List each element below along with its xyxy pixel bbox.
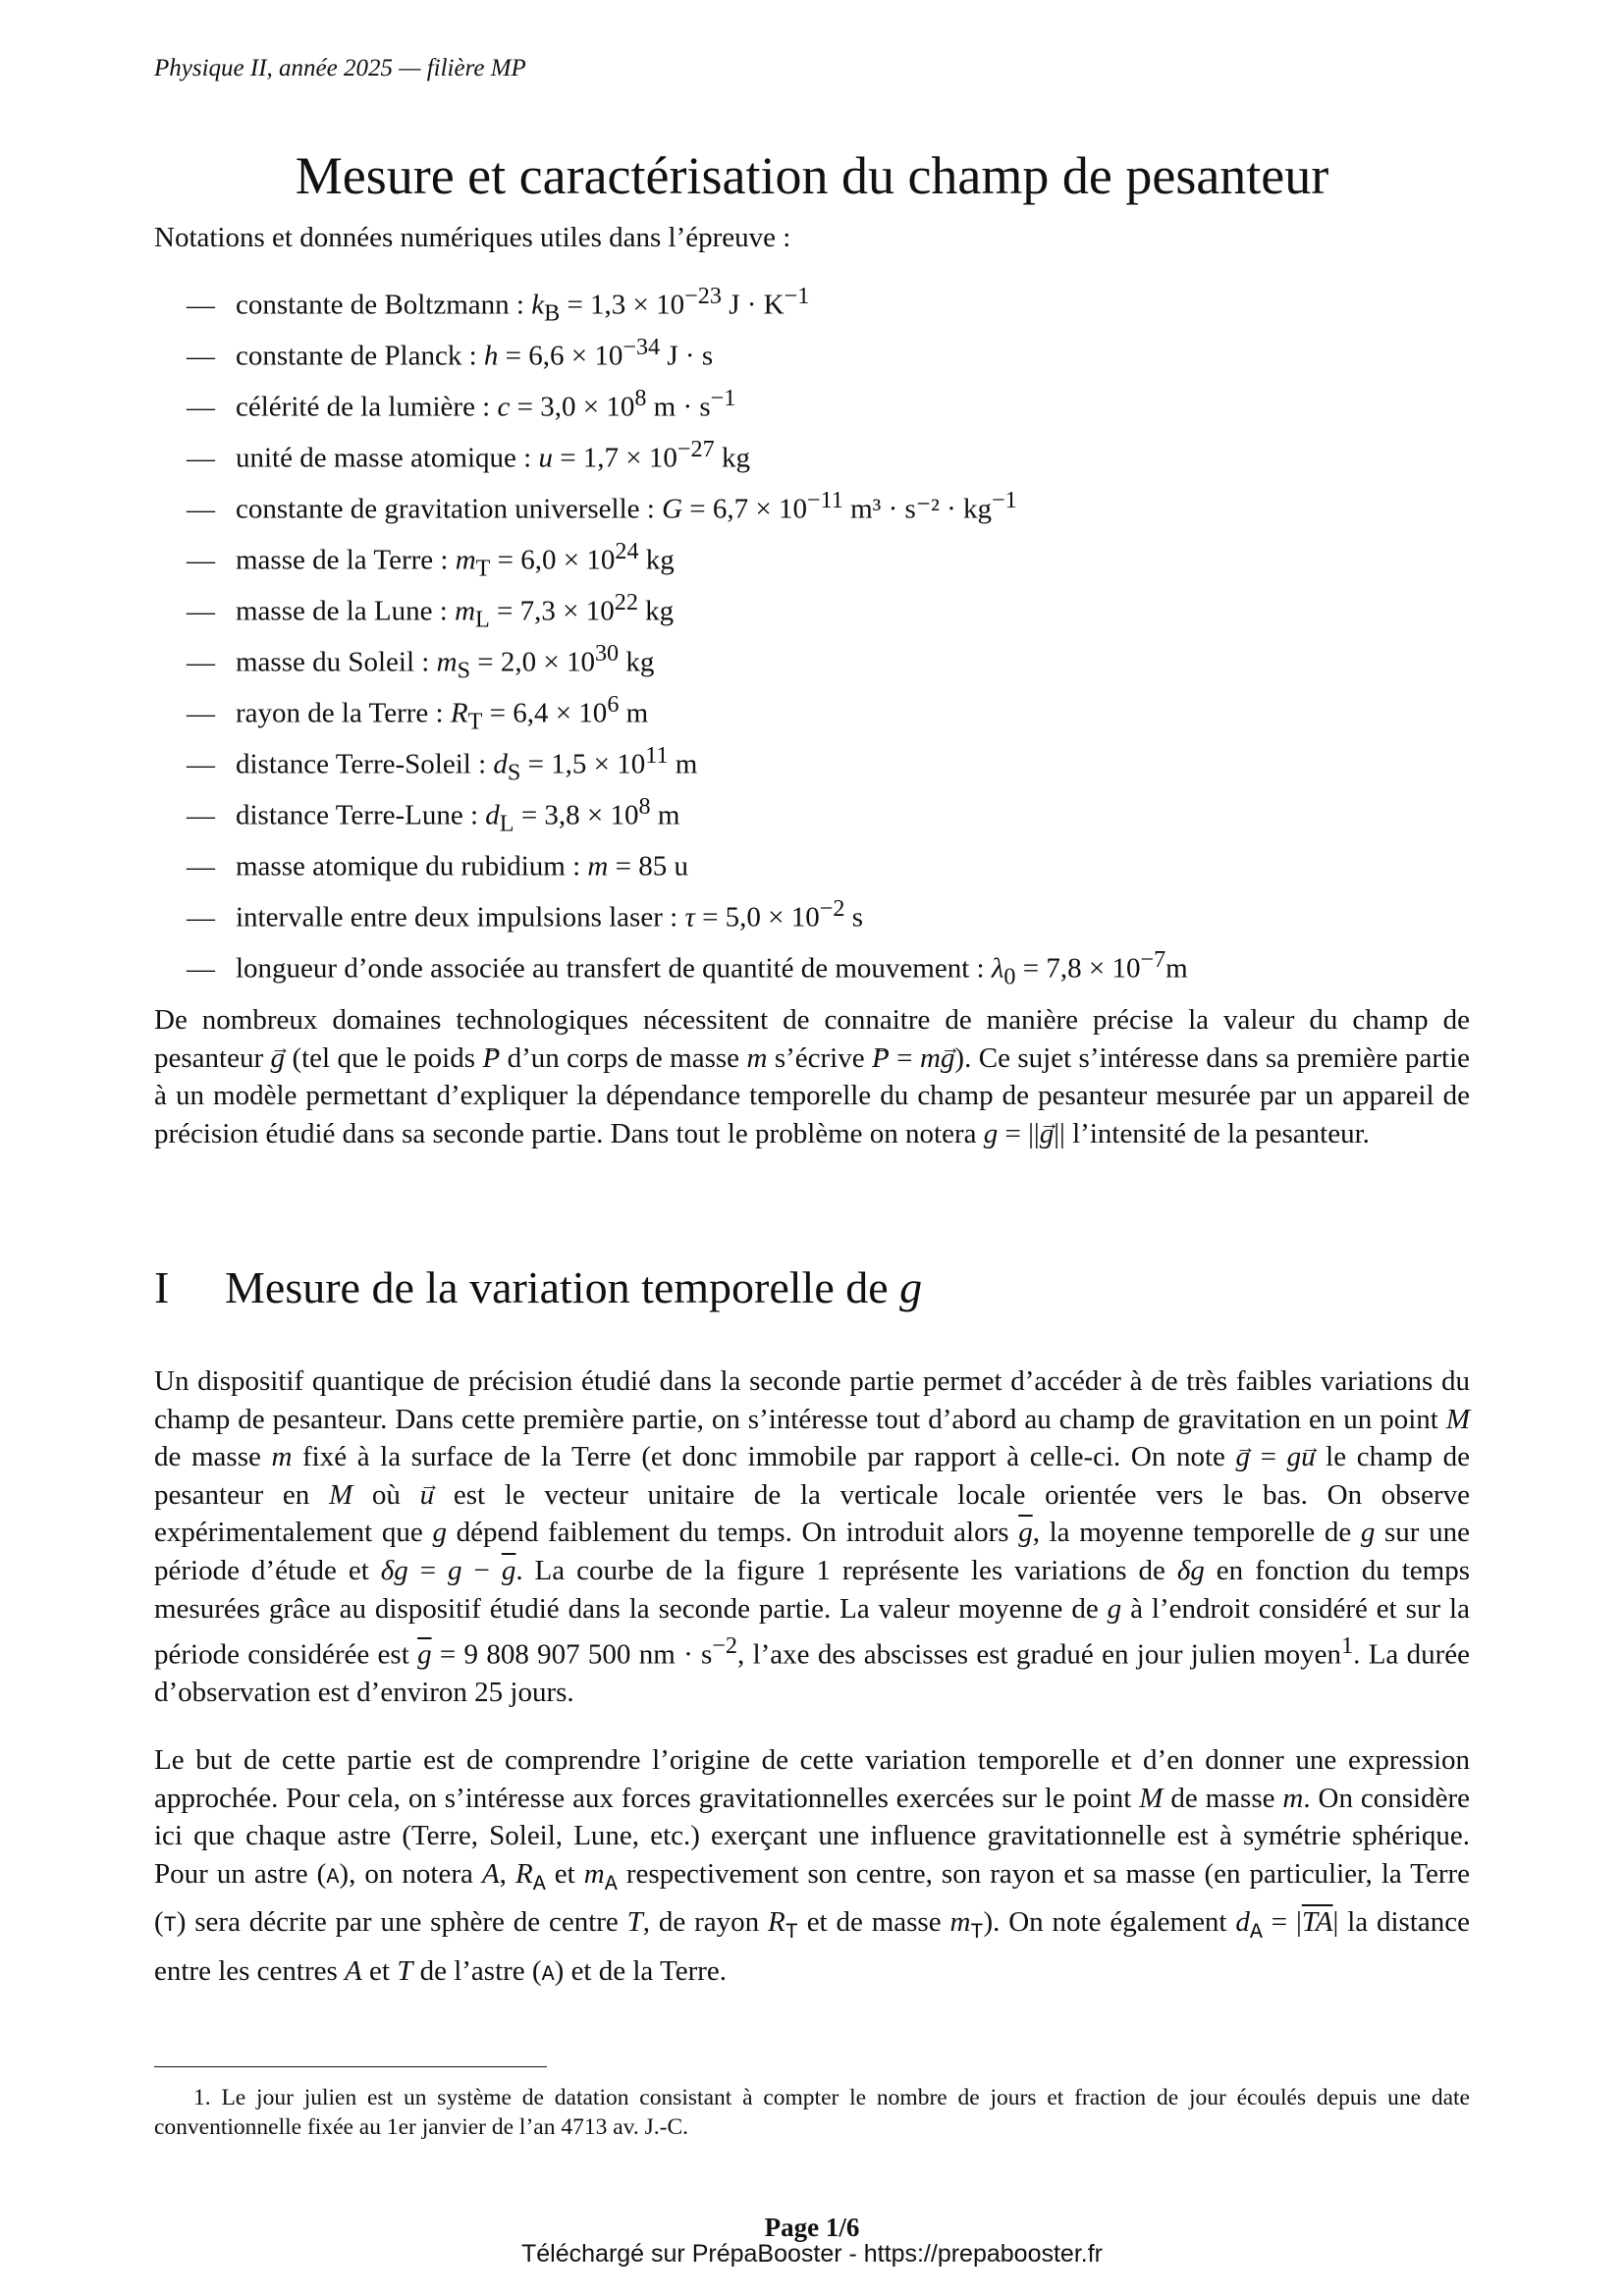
list-dash: — <box>187 697 215 729</box>
list-dash: — <box>187 493 215 525</box>
list-dash: — <box>187 442 215 474</box>
section-paragraph-1: Un dispositif quantique de précision étudié dans la seconde partie permet d’accéder à de très faibles variations du champ de pesanteur. Dans cette première partie, on s’intéresse tout d’abord au champ de gravitation en un point M de masse m fixé à la surface de la Terre (et donc immobile par rapport à celle-ci. On note → g = g→ u le champ de pesanteur en M où → u est le vecteur unitaire de la verticale locale orientée vers le bas. On observe expérimentalement que g dépend faiblement du temps. On introduit alors $\overline{g}$, la moyenne temporelle de g sur une période d’étude et $\delta g = g - \overline{g}$. La courbe de la figure 1 représente les variations de δg en fonction du temps mesurées grâce au dispositif étudié dans la seconde partie. La valeur moyenne de g à l’endroit considéré et sur la période considérée est $\overline{g} = 9$ 808 907 500 nm · $s^{-2}$, l’axe des abscisses est gradué en jour julien moyen$^1$. La durée d’observation est d’environ 25 jours. <box>154 1362 1470 1712</box>
list-dash: — <box>187 748 215 780</box>
page-number: Page 1/6 <box>764 2213 860 2242</box>
list-dash: — <box>187 340 215 372</box>
constant-item: — masse de la Terre : $m_T = 6,0 \times 10^{24}$ kg <box>187 526 1188 577</box>
constant-item: — distance Terre-Lune : $d_L = 3,8 \times 10^8$ m <box>187 781 1188 832</box>
running-head: Physique II, année 2025 — filière MP <box>154 55 526 81</box>
footnote: 1. Le jour julien est un système de datation consistant à compter le nombre de jours et fraction de jour écoulés depuis une date conventionnelle fixée au 1er janvier de l’an 4713 av. J.-C. <box>154 2085 1470 2140</box>
section-paragraph-2: Le but de cette partie est de comprendre l’origine de cette variation temporelle et d’en donner une expression approchée. Pour cela, on s’intéresse aux forces gravitationnelles exercées sur le point M de masse m. On considère ici que chaque astre (Terre, Soleil, Lune, etc.) exerçant une influence gravitationnelle est à symétrie sphérique. Pour un astre (A), on notera A, $R_A$ et $m_A$ respectivement son centre, son rayon et sa masse (en particulier, la Terre (T) sera décrite par une sphère de centre T, de rayon $R_T$ et de masse $m_T$). On note également $d_A = |\overline{TA}|$ la distance entre les centres A et T de l’astre (A) et de la Terre. <box>154 1744 1471 1987</box>
constant-item: — intervalle entre deux impulsions laser : $\tau = 5,0 \times 10^{-2}$ s <box>187 883 1188 934</box>
section-title: Mesure de la variation temporelle de <box>225 1262 900 1312</box>
download-notice: Téléchargé sur PrépaBooster - https://prepabooster.fr <box>521 2240 1103 2268</box>
list-dash: — <box>187 595 215 627</box>
constant-item: — masse du Soleil : $m_S = 2,0 \times 10^{30}$ kg <box>187 628 1188 679</box>
section-number: I <box>154 1262 170 1312</box>
page-title: Mesure et caractérisation du champ de pesanteur <box>295 146 1329 205</box>
list-dash: — <box>187 850 215 882</box>
constant-item: — rayon de la Terre : $R_T = 6,4 \times 10^6$ m <box>187 679 1188 730</box>
constant-item: — célérité de la lumière : $c = 3,0 \times 10^8$ $m \cdot s^{-1}$ <box>187 373 1188 424</box>
constant-item: — constante de gravitation universelle : $G = 6,7 \times 10^{-11}$ $m^3 \cdot s^{-2} \cdot kg^{-1}$ <box>187 475 1188 526</box>
footnote-marker: 1 <box>1341 1632 1354 1660</box>
list-dash: — <box>187 799 215 831</box>
intro-paragraph: De nombreux domaines technologiques nécessitent de connaitre de manière précise la valeur du champ de pesanteur → g (tel que le poids → P d’un corps de masse m s’écrive → P = m→ g). Ce sujet s’intéresse dans sa première partie à un modèle permettant d’expliquer la dépendance temporelle du champ de pesanteur mesurée par un appareil de précision étudié dans sa seconde partie. Dans tout le problème on notera g = ||→ g|| l’intensité de la pesanteur. <box>154 1001 1470 1152</box>
footnote-divider <box>154 2066 547 2067</box>
constant-item: — unité de masse atomique : $u = 1,7 \times 10^{-27}$ kg <box>187 424 1188 475</box>
constant-item: — masse atomique du rubidium : m = 85 u <box>187 832 1188 883</box>
constant-item: — longueur d’onde associée au transfert de quantité de mouvement : $\lambda_0 = 7,8 \times 10^{-7}m$ <box>187 934 1188 986</box>
notations-intro: Notations et données numériques utiles dans l’épreuve : <box>154 222 791 253</box>
list-dash: — <box>187 289 215 321</box>
section-heading: I Mesure de la variation temporelle de g <box>154 1262 923 1312</box>
constant-item: — masse de la Lune : $m_L = 7,3 \times 10^{22}$ kg <box>187 577 1188 628</box>
list-dash: — <box>187 391 215 423</box>
constant-item: — constante de Boltzmann : $k_B = 1,3 \times 10^{-23}$ $J \cdot K^{-1}$ <box>187 271 1188 322</box>
list-dash: — <box>187 901 215 934</box>
constant-item: — distance Terre-Soleil : $d_S = 1,5 \times 10^{11}$ m <box>187 730 1188 781</box>
constant-item: — constante de Planck : $h = 6,6 \times 10^{-34}$ J · s <box>187 322 1188 373</box>
list-dash: — <box>187 952 215 985</box>
constants-list <box>187 271 1188 990</box>
list-dash: — <box>187 544 215 576</box>
list-dash: — <box>187 646 215 678</box>
